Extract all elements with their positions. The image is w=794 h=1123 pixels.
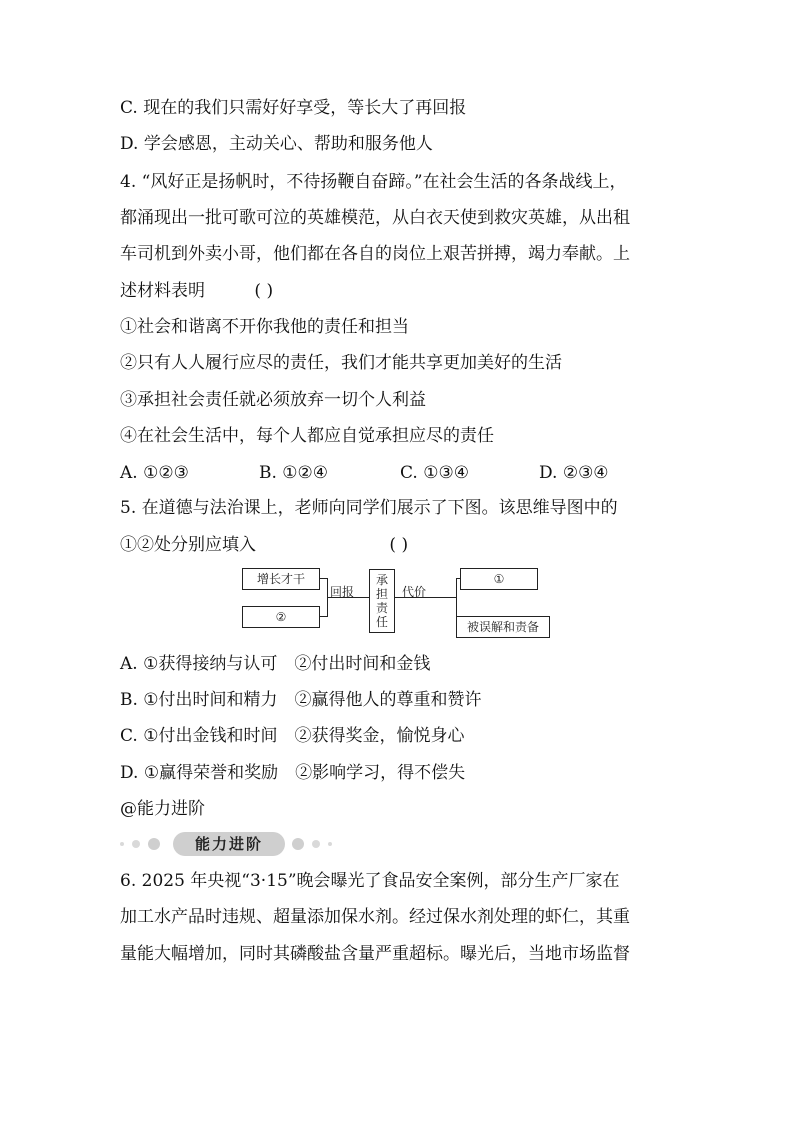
q5-option-a: A. ①获得接纳与认可 ②付出时间和金钱: [120, 654, 431, 674]
q6-stem-line3: 量能大幅增加，同时其磷酸盐含量严重超标。曝光后，当地市场监督: [120, 944, 630, 964]
diagram-label-right: 代价: [402, 585, 427, 599]
q4-stem-text: 述材料表明: [120, 281, 205, 301]
q4-stem-line1: 4. “风好正是扬帆时，不待扬鞭自奋蹄。”在社会生活的各条战线上，: [120, 172, 627, 192]
diagram-center-text: 承 担 责 任: [375, 573, 388, 629]
diagram-box-bottom-right: 被误解和责备: [456, 616, 550, 638]
q4-option-b: B. ①②④: [259, 463, 329, 483]
section-anchor: @能力进阶: [120, 799, 205, 819]
q4-stem-line4: [120, 280, 273, 302]
q6-stem-line1: 6. 2025 年央视“3·15”晚会曝光了食品安全案例，部分生产厂家在: [120, 871, 620, 891]
q5-answer-paren: ( ): [389, 535, 409, 555]
q6-stem-line2: 加工水产品时违规、超量添加保水剂。经过保水剂处理的虾仁，其重: [120, 907, 630, 927]
q5-option-c: C. ①付出金钱和时间 ②获得奖金，愉悦身心: [120, 726, 465, 746]
diagram-center-box: [369, 569, 395, 633]
q4-option-a: A. ①②③: [120, 463, 189, 483]
q4-statement-3: ③承担社会责任就必须放弃一切个人利益: [120, 390, 426, 410]
q4-stem-line3: 车司机到外卖小哥，他们都在各自的岗位上艰苦拼搏，竭力奉献。上: [120, 244, 630, 264]
q5-stem-line2: [120, 534, 408, 556]
diagram-box-top-right: ①: [460, 568, 538, 590]
q4-statement-4: ④在社会生活中，每个人都应自觉承担应尽的责任: [120, 426, 494, 446]
q5-option-d: D. ①赢得荣誉和奖励 ②影响学习，得不偿失: [120, 763, 466, 783]
q5-stem-line1: 5. 在道德与法治课上，老师向同学们展示了下图。该思维导图中的: [120, 498, 618, 518]
diagram-label-left: 回报: [330, 585, 355, 599]
q4-option-c: C. ①③④: [400, 463, 469, 483]
q3-option-d: D. 学会感恩，主动关心、帮助和服务他人: [120, 134, 433, 154]
q5-option-b: B. ①付出时间和精力 ②赢得他人的尊重和赞许: [120, 690, 482, 710]
section-banner-label: 能力进阶: [173, 832, 285, 856]
q4-stem-line2: 都涌现出一批可歌可泣的英雄模范，从白衣天使到救灾英雄，从出租: [120, 208, 630, 228]
q4-option-d: D. ②③④: [539, 463, 609, 483]
section-banner: [120, 832, 350, 856]
q5-stem-text: ①②处分别应填入: [120, 535, 256, 555]
diagram-box-top-left: 增长才干: [242, 568, 320, 590]
diagram-box-bottom-left: ②: [242, 606, 320, 628]
q4-answer-paren: ( ): [254, 281, 274, 301]
q4-statement-2: ②只有人人履行应尽的责任，我们才能共享更加美好的生活: [120, 353, 562, 373]
q3-option-c: C. 现在的我们只需好好享受，等长大了再回报: [120, 98, 467, 118]
q4-statement-1: ①社会和谐离不开你我他的责任和担当: [120, 317, 409, 337]
mind-map-diagram: [242, 566, 552, 638]
